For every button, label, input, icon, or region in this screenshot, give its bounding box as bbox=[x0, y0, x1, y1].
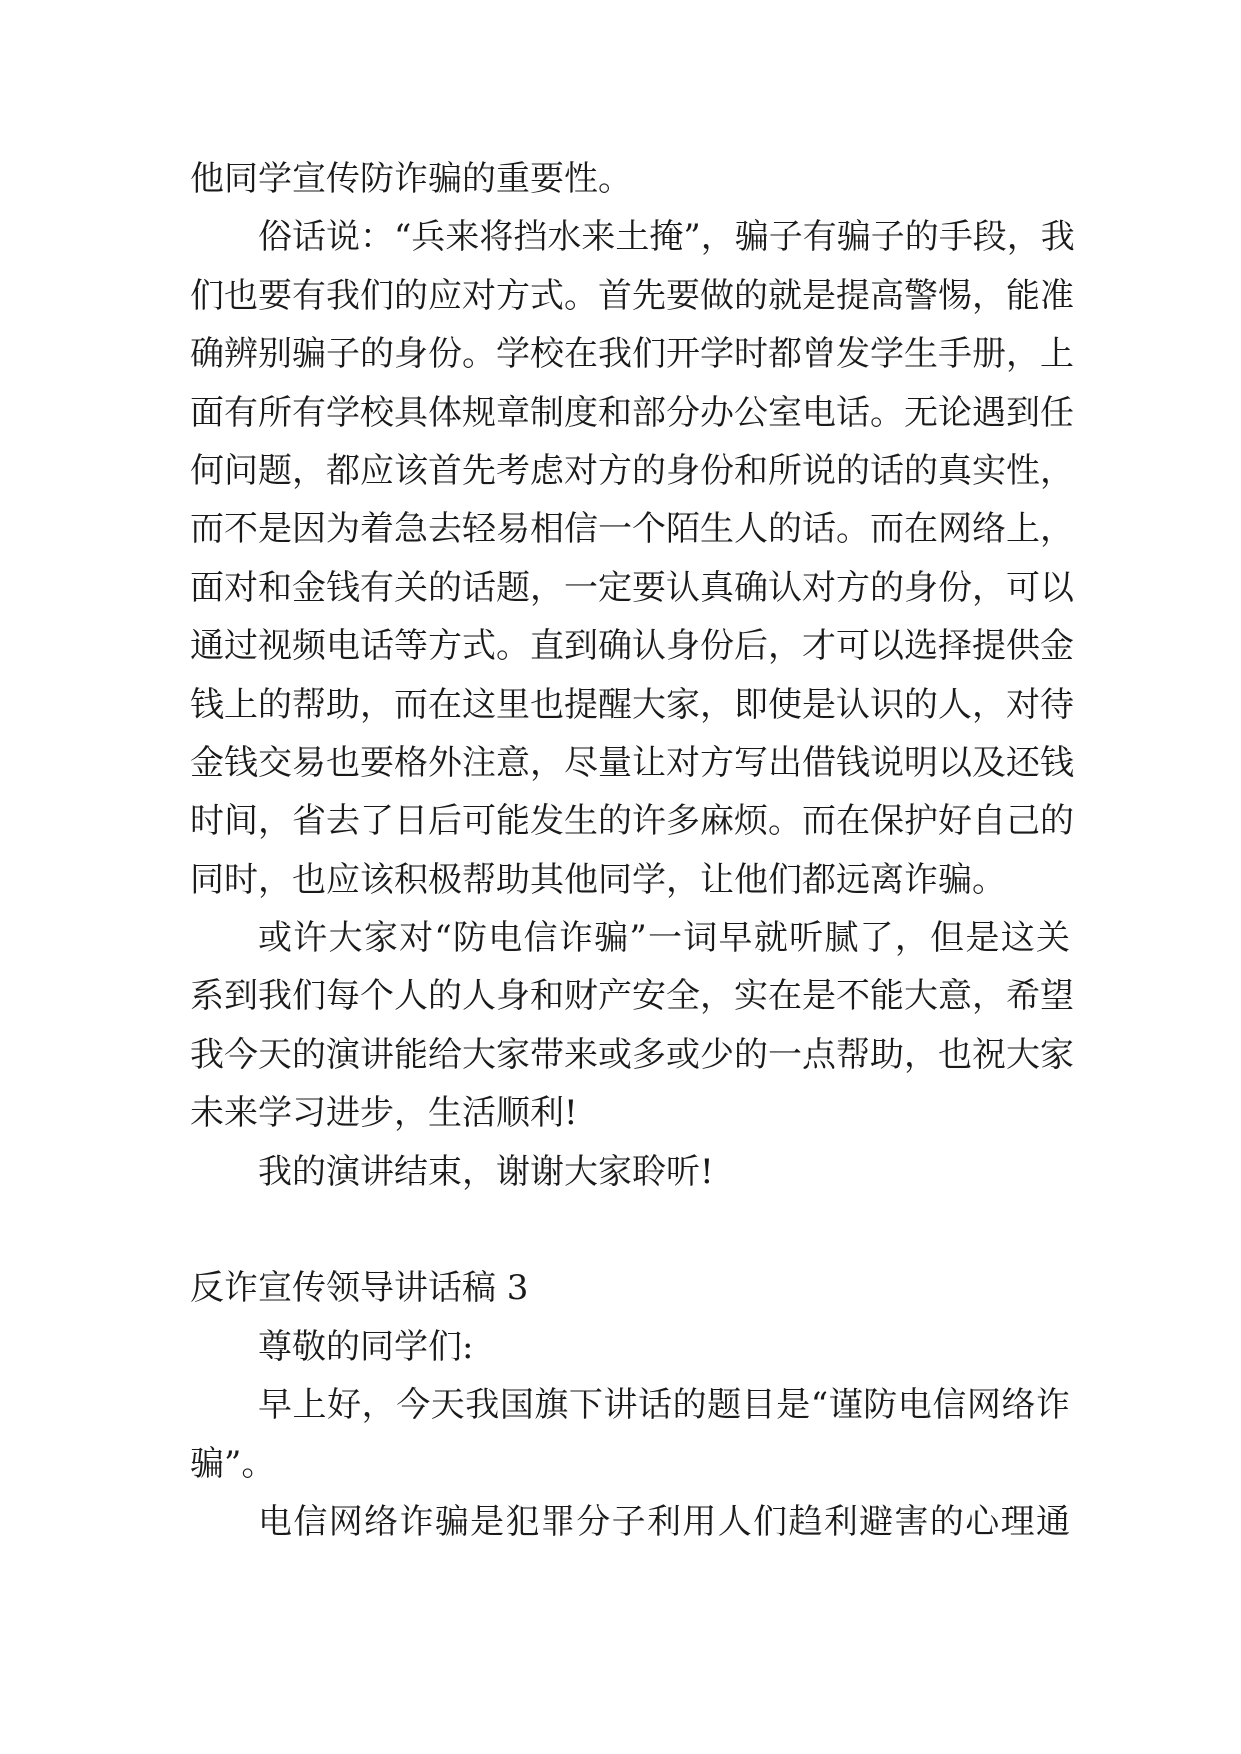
section-heading bbox=[190, 1259, 1070, 1317]
section-title: 反诈宣传领导讲话稿 3 bbox=[190, 1268, 529, 1309]
spacer bbox=[190, 1201, 1070, 1259]
paragraph bbox=[190, 150, 1070, 208]
text-line: 而不是因为着急去轻易相信一个陌生人的话。而在网络上， bbox=[190, 509, 1074, 550]
text-line: 同时，也应该积极帮助其他同学，让他们都远离诈骗。 bbox=[190, 859, 1006, 900]
paragraph bbox=[190, 1318, 1070, 1376]
paragraph bbox=[190, 1493, 1070, 1551]
text-line: 尊敬的同学们: bbox=[258, 1326, 474, 1367]
text-line: 我今天的演讲能给大家带来或多或少的一点帮助，也祝大家 bbox=[190, 1034, 1074, 1075]
text-line: 或许大家对“防电信诈骗”一词早就听腻了，但是这关 bbox=[258, 918, 1070, 959]
document-body bbox=[190, 150, 1075, 1551]
text-line: 系到我们每个人的人身和财产安全，实在是不能大意，希望 bbox=[190, 976, 1074, 1017]
text-line: 早上好，今天我国旗下讲话的题目是“谨防电信网络诈 bbox=[258, 1385, 1070, 1426]
text-line: 金钱交易也要格外注意，尽量让对方写出借钱说明以及还钱 bbox=[190, 742, 1074, 783]
paragraph bbox=[190, 208, 1075, 909]
text-line: 骗”。 bbox=[190, 1443, 276, 1484]
text-line: 我的演讲结束，谢谢大家聆听! bbox=[258, 1151, 714, 1192]
text-line: 未来学习进步，生活顺利! bbox=[190, 1093, 578, 1134]
text-line: 电信网络诈骗是犯罪分子利用人们趋利避害的心理通 bbox=[258, 1501, 1070, 1542]
text-line: 时间，省去了日后可能发生的许多麻烦。而在保护好自己的 bbox=[190, 801, 1074, 842]
text-line: 确辨别骗子的身份。学校在我们开学时都曾发学生手册，上 bbox=[190, 334, 1074, 375]
text-line: 他同学宣传防诈骗的重要性。 bbox=[190, 159, 632, 199]
text-line: 何问题，都应该首先考虑对方的身份和所说的话的真实性， bbox=[190, 450, 1074, 491]
text-line: 面对和金钱有关的话题，一定要认真确认对方的身份，可以 bbox=[190, 567, 1074, 608]
text-line: 们也要有我们的应对方式。首先要做的就是提高警惕，能准 bbox=[190, 275, 1074, 316]
text-line: 钱上的帮助，而在这里也提醒大家，即使是认识的人，对待 bbox=[190, 684, 1074, 725]
text-line: 俗话说：“兵来将挡水来土掩”，骗子有骗子的手段，我 bbox=[258, 217, 1075, 258]
paragraph bbox=[190, 909, 1074, 1143]
paragraph bbox=[190, 1143, 1070, 1201]
paragraph bbox=[190, 1376, 1070, 1493]
text-line: 通过视频电话等方式。直到确认身份后，才可以选择提供金 bbox=[190, 626, 1074, 667]
text-line: 面有所有学校具体规章制度和部分办公室电话。无论遇到任 bbox=[190, 392, 1074, 433]
